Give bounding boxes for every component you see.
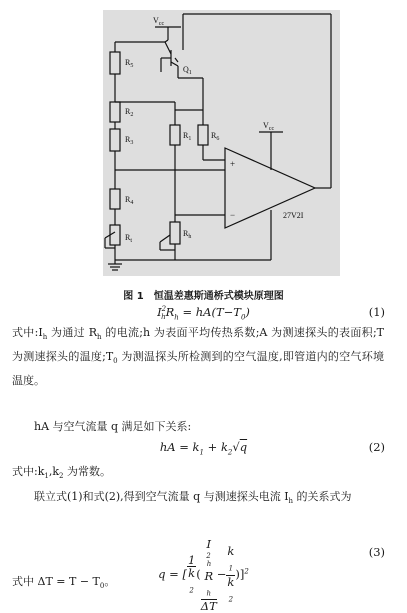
- plus-input-label: +: [230, 159, 236, 169]
- vcc-top-label: $V_{cc}$: [153, 16, 165, 27]
- paragraph-relation: hA 与空气流量 q 满足如下关系:: [34, 420, 192, 433]
- equation-1-body: $I^2_hR_h = hA(T-T_0)$: [157, 305, 250, 322]
- r5-label: $R_5$: [125, 58, 134, 69]
- paragraph-definitions: 式中$:I_h$ 为通过 $R_h$ 的电流;h 为表面平均传热系数;A 为测速探头的表面积;T 为测速探头的温度$;T_0$ 为测温探头所检测到的空气温度,即管道内的空气环境温度。: [12, 326, 384, 388]
- caption-title: 恒温差惠斯通桥式模块原理图: [153, 291, 284, 302]
- equation-1-number: (1): [368, 305, 385, 319]
- vcc-right-label: $V_{cc}$: [263, 121, 275, 132]
- equation-3-number: (3): [368, 545, 385, 559]
- r3-label: $R_3$: [125, 135, 134, 146]
- r4-label: $R_4$: [125, 195, 134, 206]
- rt-label: $R_t$: [125, 233, 133, 244]
- equation-1: [0, 305, 407, 323]
- r2-label: $R_2$: [125, 107, 134, 118]
- r6-label: $R_6$: [211, 131, 220, 142]
- circuit-figure: [103, 10, 340, 276]
- equation-2-body: hA = $k_1 + k_2√q$: [159, 440, 248, 457]
- r1-label: $R_1$: [183, 131, 192, 142]
- equation-2: [0, 440, 407, 458]
- circuit-diagram: [103, 10, 340, 276]
- equation-3-body: q = [ 1 k $_2$ ( I $^2_h$ R $_h$ ΔT − k $_1$ k $_2$ )]$^2$: [158, 537, 249, 613]
- figure-caption: [0, 287, 407, 302]
- q1-label: $Q_1$: [183, 65, 192, 76]
- equation-2-number: (2): [368, 440, 385, 454]
- caption-number: 图 1: [123, 291, 144, 302]
- paragraph-delta-t: 式中 $\Delta T = T - T_0$。: [12, 575, 116, 591]
- paragraph-constants: 式中$:k_1,k_2$ 为常数。: [12, 465, 111, 481]
- rh-label: $R_h$: [183, 229, 192, 240]
- minus-input-label: −: [230, 210, 236, 220]
- opamp-label: 27V2I: [283, 211, 304, 220]
- paragraph-combine: 联立式(1)和式(2),得到空气流量 q 与测速探头电流 $I_h$ 的关系式为: [34, 490, 352, 506]
